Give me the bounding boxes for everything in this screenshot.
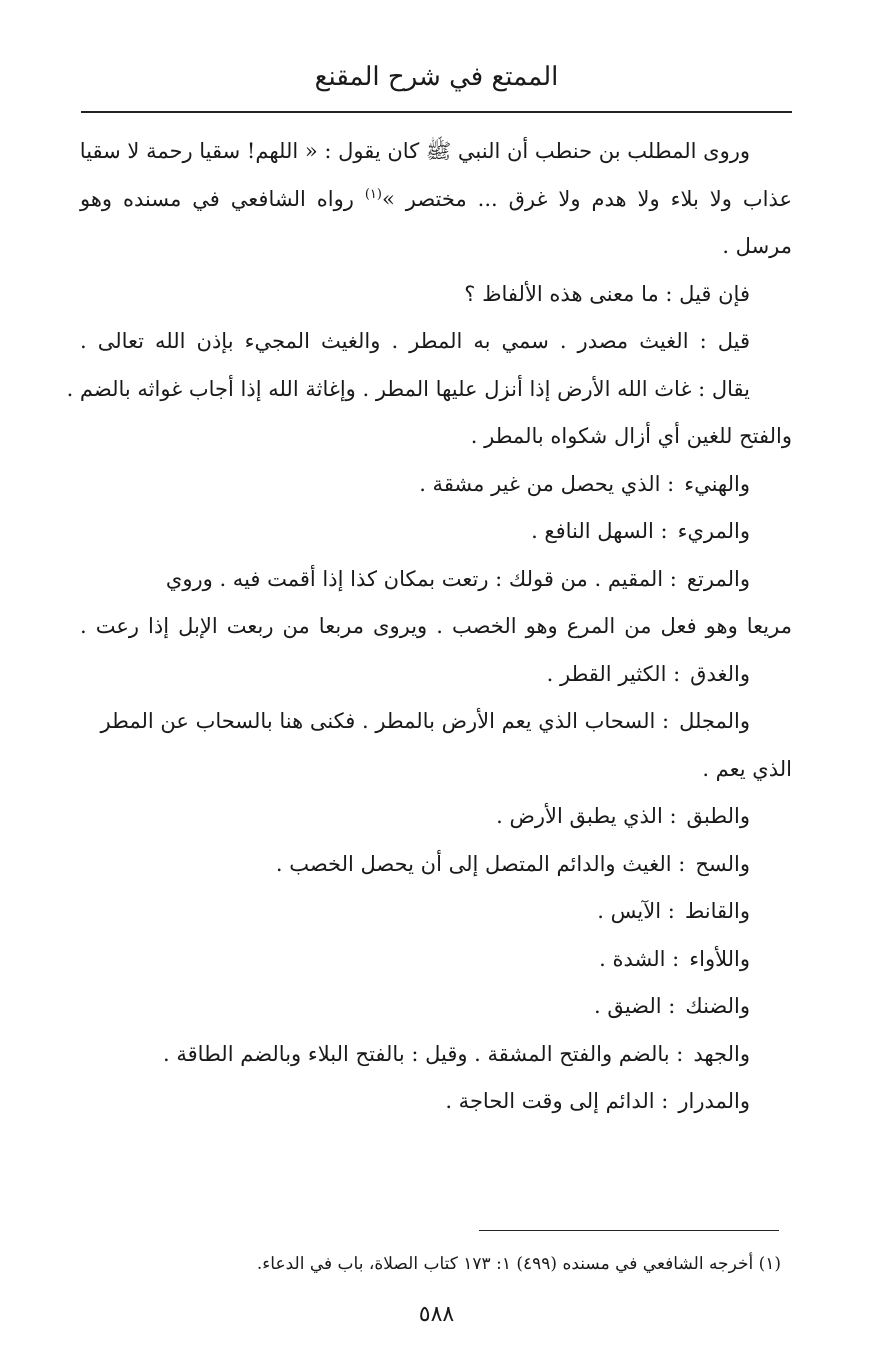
text-line: يقال : غاث الله الأرض إذا أنزل عليها المطر . وإغاثة الله إذا أجاب غواثه بالضم .: [66, 376, 750, 401]
definition-line: [80, 461, 792, 509]
text-line: وروى المطلب بن حنطب أن النبي ﷺ كان يقول : « اللهم! سقيا رحمة لا سقيا: [79, 139, 750, 163]
definition-term: والضنك: [685, 994, 750, 1018]
footnote: (١) أخرجه الشافعي في مسنده (٤٩٩) ١: ١٧٣ كتاب الصلاة، باب في الدعاء.: [256, 1254, 781, 1274]
definition-text: : السهل النافع .: [531, 519, 668, 543]
definition-line: [80, 983, 792, 1031]
definition-line: [80, 508, 792, 556]
definition-term: والقانط: [684, 899, 750, 923]
definition-term: والطبق: [686, 804, 750, 828]
definition-line: [80, 1031, 792, 1079]
text-line: مرسل .: [722, 234, 792, 258]
definition-text: : الذي يحصل من غير مشقة .: [419, 471, 675, 496]
definition-text: : الكثير القطر .: [546, 661, 681, 686]
definition-term: والمدرار: [678, 1089, 750, 1113]
definition-term: والمجلل: [679, 709, 750, 733]
footnote-reference: (١): [364, 186, 382, 202]
definition-text: : الذي يطبق الأرض .: [496, 804, 677, 828]
definition-line: [80, 841, 792, 889]
definition-text: : الشدة .: [599, 946, 680, 971]
definition-line: [80, 651, 792, 699]
definition-text: : المقيم . من قولك : رتعت بمكان كذا إذا أقمت فيه . وروي: [165, 566, 677, 591]
definition-line: [80, 698, 792, 746]
running-header-title: الممتع في شرح المقنع: [314, 62, 559, 92]
text-line: [80, 176, 792, 224]
footnote-divider: [479, 1230, 779, 1231]
text-segment: عذاب ولا بلاء ولا هدم ولا غرق ... مختصر »: [381, 186, 792, 211]
definition-term: والهنيء: [684, 471, 750, 496]
definition-text: : الآيس .: [597, 899, 675, 923]
definition-term: والمريء: [677, 519, 750, 543]
definition-line: [80, 793, 792, 841]
text-line: مريعا وهو فعل من المرع وهو الخصب . ويروى مربعا من ربعت الإبل إذا رعت .: [80, 614, 792, 638]
header-divider: [81, 111, 792, 113]
text-segment: رواه الشافعي في مسنده وهو: [80, 186, 365, 211]
definition-line: [80, 1078, 792, 1126]
definition-term: والغدق: [690, 661, 750, 686]
definition-term: والسح: [695, 851, 750, 876]
text-line: الذي يعم .: [702, 756, 792, 781]
page-number: ٥٨٨: [418, 1302, 455, 1327]
definition-text: : بالضم والفتح المشقة . وقيل : بالفتح البلاء وبالضم الطاقة .: [163, 1041, 684, 1066]
main-text: [66, 128, 792, 1126]
definition-text: : الدائم إلى وقت الحاجة .: [445, 1089, 669, 1113]
definition-line: [80, 936, 792, 984]
text-line: فإن قيل : ما معنى هذه الألفاظ ؟: [464, 281, 750, 306]
text-line: والفتح للغين أي أزال شكواه بالمطر .: [470, 424, 792, 448]
definition-text: : الضيق .: [593, 994, 676, 1018]
definition-text: : السحاب الذي يعم الأرض بالمطر . فكنى هنا بالسحاب عن المطر: [100, 709, 670, 733]
definition-line: [80, 556, 792, 604]
definition-term: واللأواء: [689, 946, 750, 971]
definition-term: والمرتع: [686, 566, 750, 591]
definition-text: : الغيث والدائم المتصل إلى أن يحصل الخصب .: [275, 851, 686, 876]
text-line: قيل : الغيث مصدر . سمي به المطر . والغيث المجيء بإذن الله تعالى .: [80, 329, 750, 353]
definition-line: [80, 888, 792, 936]
definition-term: والجهد: [693, 1041, 750, 1066]
